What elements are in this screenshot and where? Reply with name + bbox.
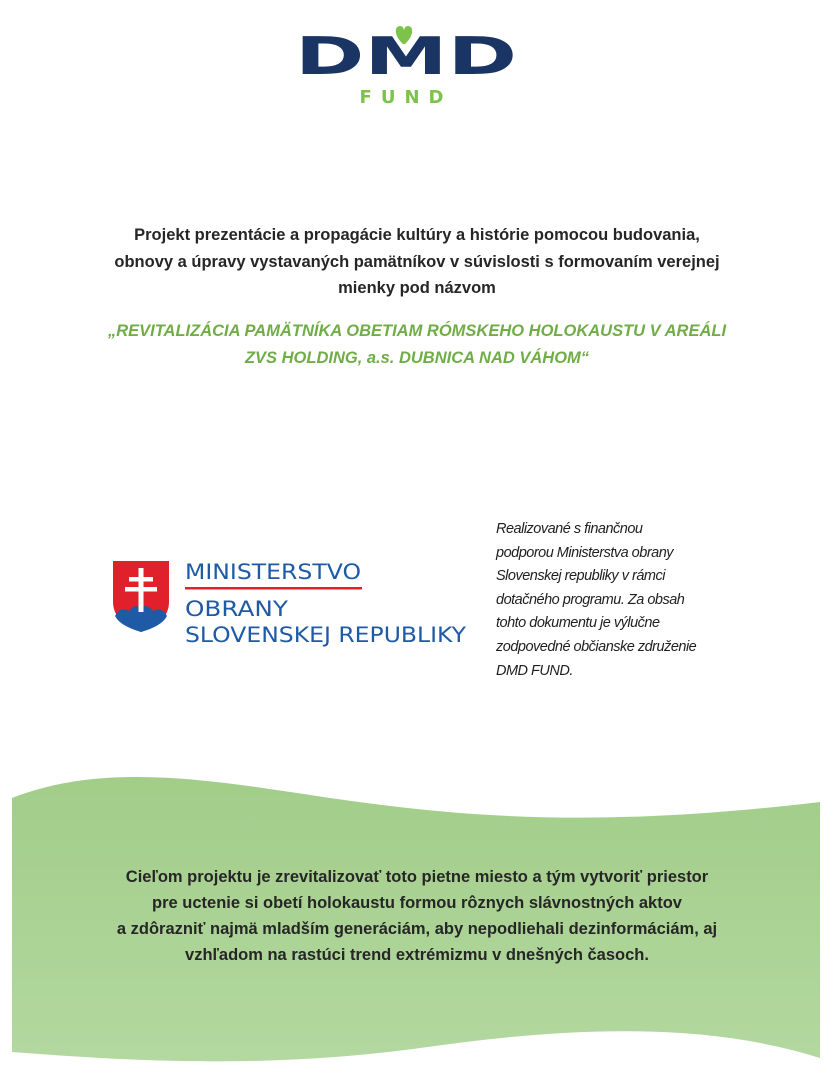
- logo-word: DMD: [295, 27, 517, 87]
- disclaimer-line: podporou Ministerstva obrany: [496, 544, 674, 561]
- goal-line: Cieľom projektu je zrevitalizovať toto pietne miesto a tým vytvoriť priestor: [125, 868, 709, 886]
- disclaimer-line: Slovenskej republiky v rámci: [496, 568, 665, 585]
- ministry-red-rule: [185, 587, 362, 590]
- intro-line: Projekt prezentácie a propagácie kultúry a histórie pomocou budovania,: [134, 226, 700, 244]
- project-title: [40, 318, 794, 371]
- disclaimer-line: DMD FUND.: [496, 662, 573, 679]
- disclaimer-line: dotačného programu. Za obsah: [496, 591, 685, 608]
- dmd-fund-logo: [290, 14, 522, 110]
- intro-paragraph: [40, 222, 794, 302]
- goal-line: vzhľadom na rastúci trend extrémizmu v dnešných časoch.: [185, 946, 649, 964]
- slovak-coat-of-arms-icon: [113, 561, 169, 632]
- project-title-line: „REVITALIZÁCIA PAMÄTNÍKA OBETIAM RÓMSKEHO HOLOKAUSTU V AREÁLI: [107, 322, 727, 340]
- ministry-line-3: SLOVENSKEJ REPUBLIKY: [185, 623, 467, 647]
- goal-line: a zdôrazniť najmä mladším generáciám, aby nepodliehali dezinformáciám, aj: [116, 920, 718, 938]
- disclaimer-line: tohto dokumentu je výlučne: [496, 615, 660, 632]
- logo-sub: FUND: [359, 87, 453, 108]
- disclaimer-line: zodpovedné občianske združenie: [496, 638, 697, 655]
- disclaimer-line: Realizované s finančnou: [496, 521, 643, 537]
- funding-disclaimer: [496, 518, 796, 683]
- ministry-line-1: MINISTERSTVO: [185, 560, 361, 584]
- ministry-logo: [110, 556, 472, 652]
- ministry-line-2: OBRANY: [185, 597, 289, 621]
- intro-line: obnovy a úpravy vystavaných pamätníkov v súvislosti s formovaním verejnej: [114, 252, 720, 271]
- project-goal-paragraph: [40, 864, 794, 968]
- intro-line: mienky pod názvom: [338, 279, 496, 297]
- project-title-line: ZVS HOLDING, a.s. DUBNICA NAD VÁHOM“: [244, 348, 590, 367]
- goal-line: pre uctenie si obetí holokaustu formou rôznych slávnostných aktov: [152, 894, 682, 912]
